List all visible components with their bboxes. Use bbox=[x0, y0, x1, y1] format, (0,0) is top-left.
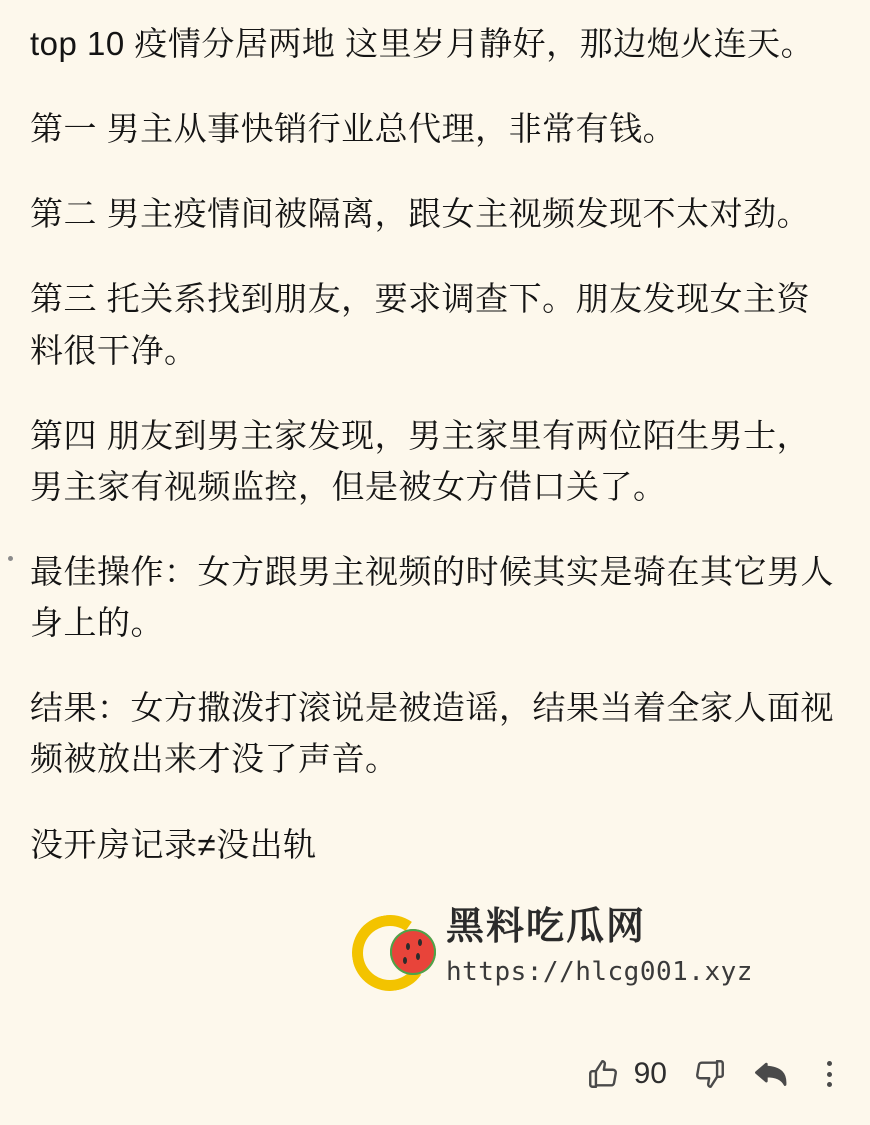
dislike-button[interactable] bbox=[693, 1057, 727, 1091]
list-bullet-marker bbox=[8, 556, 13, 561]
like-button[interactable] bbox=[586, 1057, 667, 1091]
paragraph-2: 第一 男主从事快销行业总代理，非常有钱。 bbox=[30, 110, 677, 148]
thumbs-down-icon[interactable] bbox=[693, 1057, 727, 1091]
watermark-url: https://hlcg001.xyz bbox=[446, 956, 753, 987]
paragraph-1: top 10 疫情分居两地 这里岁月静好，那边炮火连天。 bbox=[30, 25, 815, 62]
paragraph-8: 没开房记录≠没出轨 bbox=[30, 825, 317, 863]
paragraph-6: 最佳操作：女方跟男主视频的时候其实是骑在其它男人身上的。 bbox=[30, 552, 834, 642]
reply-arrow-icon[interactable] bbox=[753, 1057, 791, 1091]
reply-button[interactable] bbox=[753, 1057, 791, 1091]
watermark-title: 黑料吃瓜网 bbox=[446, 906, 647, 948]
like-count: 90 bbox=[633, 1057, 667, 1090]
paragraph-3: 第二 男主疫情间被隔离，跟女主视频发现不太对劲。 bbox=[30, 195, 811, 233]
more-options-button[interactable] bbox=[817, 1061, 842, 1087]
action-bar bbox=[586, 1051, 842, 1097]
more-vertical-icon[interactable] bbox=[817, 1061, 842, 1087]
paragraph-4: 第三 托关系找到朋友，要求调查下。朋友发现女主资料很干净。 bbox=[30, 280, 811, 369]
paragraph-7: 结果：女方撒泼打滚说是被造谣，结果当着全家人面视频被放出来才没了声音。 bbox=[30, 689, 834, 778]
thumbs-up-icon[interactable] bbox=[586, 1057, 620, 1091]
paragraph-5: 第四 朋友到男主家发现，男主家里有两位陌生男士，男主家有视频监控，但是被女方借口关了。 bbox=[30, 416, 811, 505]
